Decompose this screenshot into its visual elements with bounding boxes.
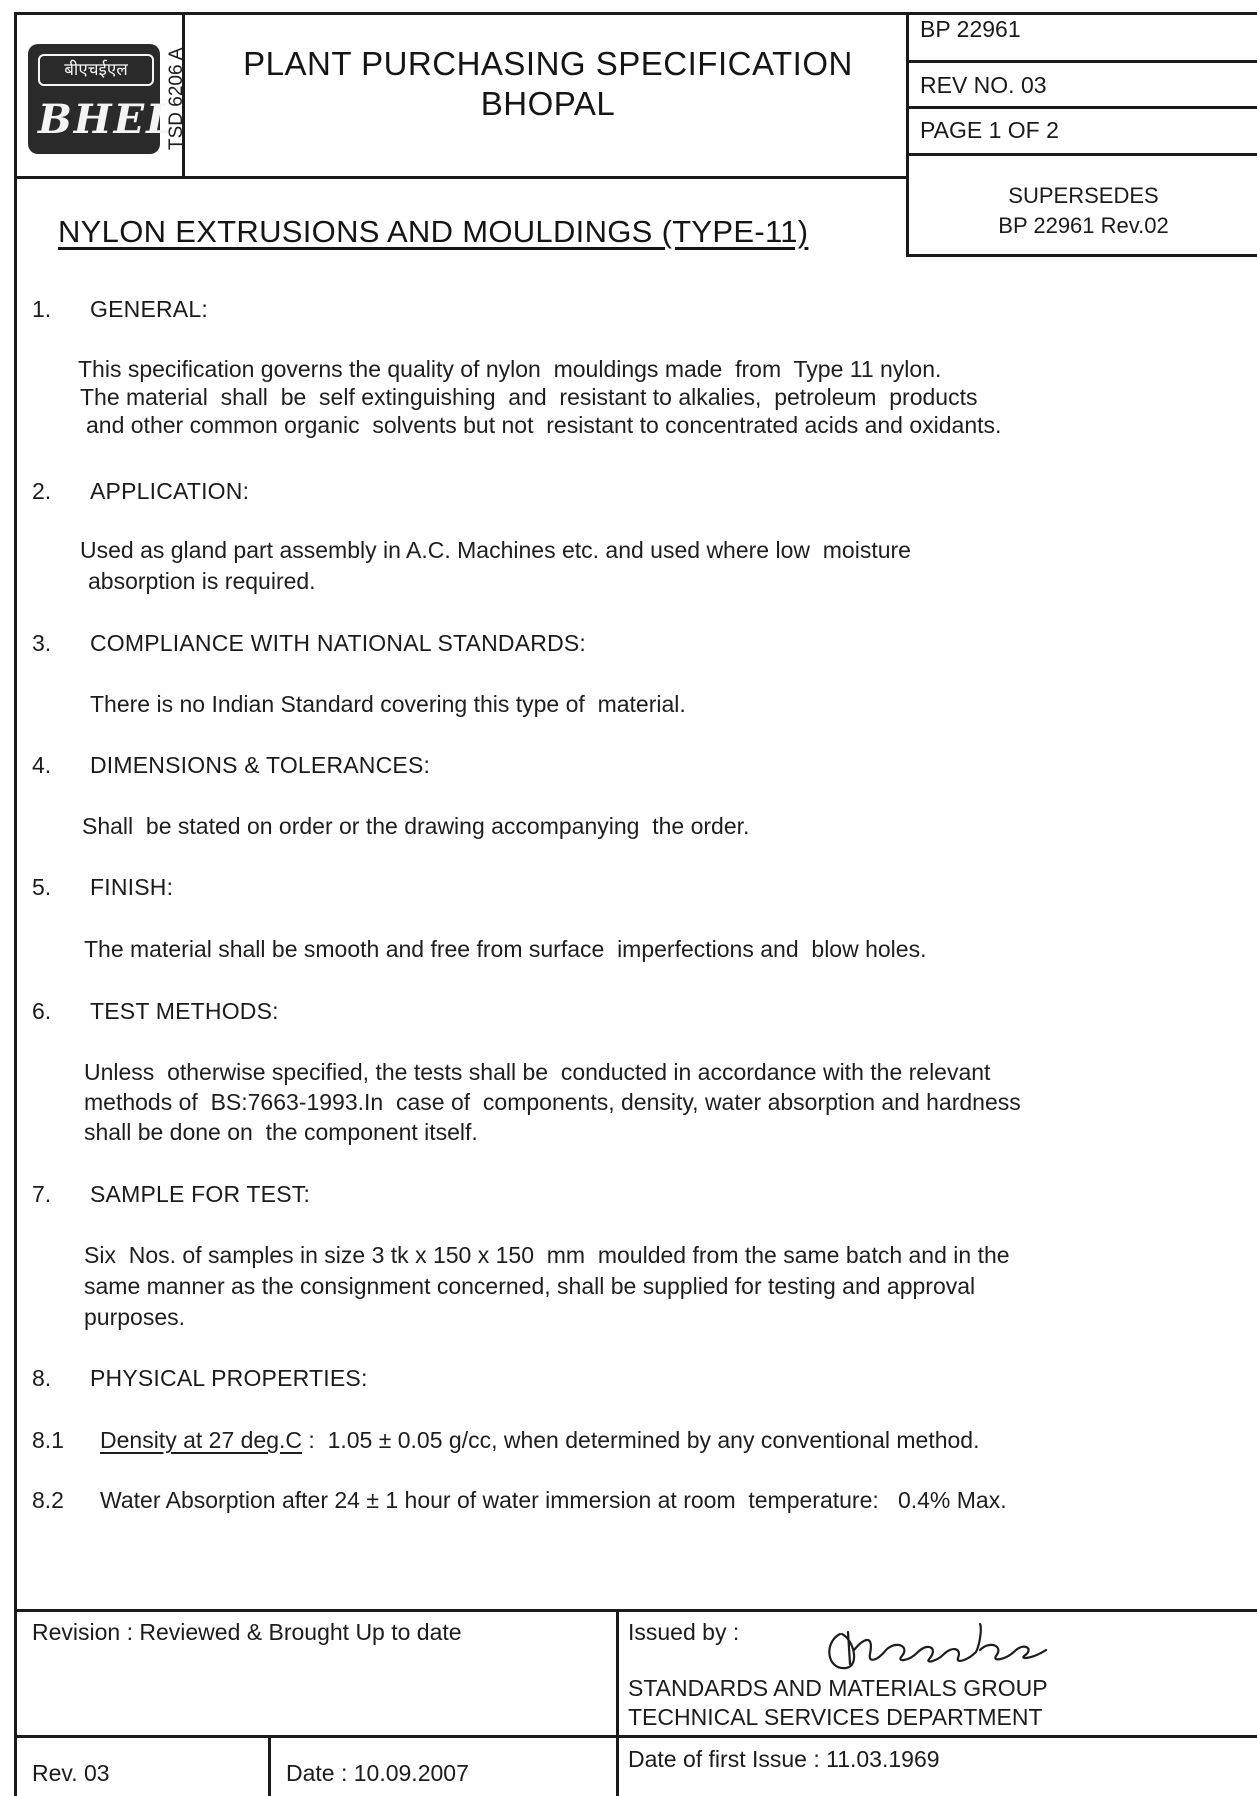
footer-top-border [14,1609,1257,1612]
section-heading-general: GENERAL: [90,296,208,322]
supersedes-value: BP 22961 Rev.02 [998,213,1169,238]
section-heading-test-methods: TEST METHODS: [90,998,279,1024]
issuing-group: STANDARDS AND MATERIALS GROUP [628,1675,1048,1701]
section-number: 1. [32,296,52,322]
compliance-line-1: There is no Indian Standard covering this type of material. [90,691,686,717]
page-left-border [14,12,17,1796]
section-number: 4. [32,752,52,778]
section-number: 7. [32,1181,52,1207]
clause-number: 8.2 [32,1487,64,1513]
sample-line-3: purposes. [84,1304,186,1330]
finish-line-1: The material shall be smooth and free from surface imperfections and blow holes. [84,936,927,962]
rev-no-border [906,106,1257,109]
application-line-2: absorption is required. [88,568,316,594]
logo-hindi-text: बीएचईएल [38,54,154,86]
revision-code: Rev. 03 [32,1760,110,1786]
general-line-3: and other common organic solvents but not resistant to concentrated acids and oxidants. [86,412,1002,438]
revision-date: Date : 10.09.2007 [286,1760,469,1786]
section-heading-sample: SAMPLE FOR TEST: [90,1181,311,1207]
test-methods-line-1: Unless otherwise specified, the tests shall be conducted in accordance with the relevant [84,1059,991,1085]
header-title-line1: PLANT PURCHASING SPECIFICATION [243,45,853,82]
logo-latin-text: BHEL [38,96,177,143]
general-line-1: This specification governs the quality of nylon mouldings made from Type 11 nylon. [78,356,942,382]
header-top-border [14,12,1257,15]
footer-divider-main [616,1609,619,1796]
issuing-department: TECHNICAL SERVICES DEPARTMENT [628,1704,1043,1730]
test-methods-line-2: methods of BS:7663-1993.In case of components, density, water absorption and hardness [84,1089,1021,1115]
header-divider-right [906,12,909,257]
sample-line-2: same manner as the consignment concerned, shall be supplied for testing and approval [84,1273,976,1299]
issuer-signature [820,1620,1060,1678]
water-absorption-clause: Water Absorption after 24 ± 1 hour of water immersion at room temperature: 0.4% Max. [100,1487,1007,1513]
density-value: : 1.05 ± 0.05 g/cc, when determined by any conventional method. [302,1427,980,1453]
supersedes-bottom-border [906,254,1257,257]
clause-number: 8.1 [32,1427,64,1453]
dimensions-line-1: Shall be stated on order or the drawing accompanying the order. [82,813,750,839]
section-heading-physical: PHYSICAL PROPERTIES: [90,1365,368,1391]
section-number: 5. [32,874,52,900]
application-line-1: Used as gland part assembly in A.C. Machines etc. and used where low moisture [80,537,911,563]
density-clause [100,1425,980,1455]
section-number: 3. [32,630,52,656]
section-number: 2. [32,478,52,504]
section-heading-compliance: COMPLIANCE WITH NATIONAL STANDARDS: [90,630,587,656]
page-number: PAGE 1 OF 2 [920,117,1059,143]
first-issue-date: Date of first Issue : 11.03.1969 [628,1746,940,1772]
footer-divider-rev [268,1735,271,1796]
section-heading-application: APPLICATION: [90,478,250,504]
general-line-2: The material shall be self extinguishing and resistant to alkalies, petroleum products [80,384,978,410]
document-title: NYLON EXTRUSIONS AND MOULDINGS (TYPE-11) [58,214,809,249]
revision-number: REV NO. 03 [920,72,1047,98]
revision-note: Revision : Reviewed & Brought Up to date [32,1619,462,1645]
footer-rev-row-border [14,1735,1257,1738]
header-title [214,44,882,124]
header-bottom-border [14,176,907,179]
form-code: TSD 6206 A [166,47,187,150]
density-label: Density at 27 deg.C [100,1427,303,1453]
section-number: 6. [32,998,52,1024]
header-title-line2: BHOPAL [480,85,616,122]
section-heading-finish: FINISH: [90,874,174,900]
spec-number: BP 22961 [920,16,1021,42]
issued-by-label: Issued by : [628,1619,740,1645]
spec-no-border [906,60,1257,63]
test-methods-line-3: shall be done on the component itself. [84,1119,478,1145]
sample-line-1: Six Nos. of samples in size 3 tk x 150 x 150 mm moulded from the same batch and in the [84,1242,1010,1268]
supersedes-label: SUPERSEDES [1008,183,1159,208]
section-number: 8. [32,1365,52,1391]
section-heading-dimensions: DIMENSIONS & TOLERANCES: [90,752,431,778]
page-no-border [906,153,1257,156]
